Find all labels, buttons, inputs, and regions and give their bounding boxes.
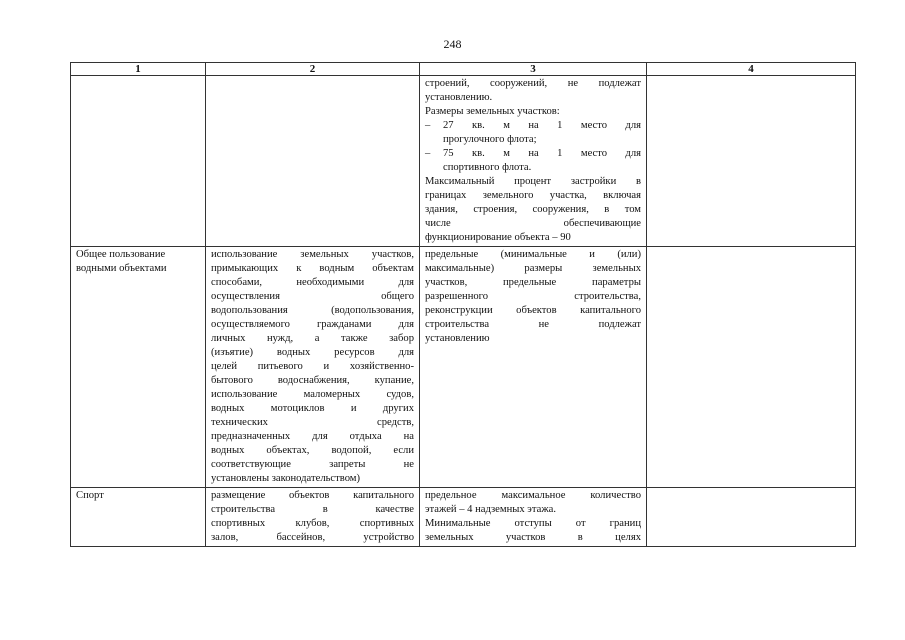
text-line: соответствующие запреты не	[211, 459, 414, 470]
cell-empty	[206, 76, 420, 247]
regulations-table	[70, 62, 856, 547]
cell-use-description	[206, 488, 420, 547]
text-line: водными объектами	[76, 263, 167, 274]
cell-use-params	[420, 488, 647, 547]
text-line: осуществления общего	[211, 291, 414, 302]
text-line: бытового водоснабжения, купание,	[211, 375, 414, 386]
text-line: установлению	[425, 333, 490, 344]
text-line: водопользования (водопользования,	[211, 305, 414, 316]
column-header-2: 2	[206, 63, 420, 76]
text-line: реконструкции объектов капитального	[425, 305, 641, 316]
text-line: способами, необходимыми для	[211, 277, 414, 288]
column-header-4: 4	[647, 63, 856, 76]
text-line: прогулочного флота;	[443, 134, 537, 145]
text-line: этажей – 4 надземных этажа.	[425, 504, 556, 515]
text-line: числе обеспечивающие	[425, 218, 641, 229]
text-line: строительства не подлежат	[425, 319, 641, 330]
page-number: 248	[443, 37, 462, 51]
text-line: функционирование объекта – 90	[425, 232, 571, 243]
text-line: технических средств,	[211, 417, 414, 428]
text-line: предельное максимальное количество	[425, 490, 641, 501]
text-line: водных объектах, водопой, если	[211, 445, 414, 456]
text-line: Спорт	[76, 490, 104, 501]
text-line: спортивных клубов, спортивных	[211, 518, 414, 529]
text-line: примыкающих к водным объектам	[211, 263, 414, 274]
text-line: (изъятие) водных ресурсов для	[211, 347, 414, 358]
cell-empty	[647, 76, 856, 247]
text-line: установлены законодательством)	[211, 473, 361, 484]
table-row-water-use	[71, 247, 856, 488]
text-line: размещение объектов капитального	[211, 490, 414, 501]
text-line: строительства в качестве	[211, 504, 414, 515]
text-line: залов, бассейнов, устройство	[211, 532, 414, 543]
text-line: целей питьевого и хозяйственно-	[211, 361, 414, 372]
text-line: осуществляемого гражданами для	[211, 319, 414, 330]
text-line: строений, сооружений, не подлежат	[425, 78, 641, 89]
text-line: спортивного флота.	[443, 162, 532, 173]
table-row-continuation	[71, 76, 856, 247]
list-item: – 75 кв. м на 1 место для	[425, 147, 641, 161]
text-line: водных мотоциклов и других	[211, 403, 414, 414]
text-line: границах земельного участка, включая	[425, 190, 641, 201]
text-line: предельные (минимальные и (или)	[425, 249, 641, 260]
text-line: использование земельных участков,	[211, 249, 414, 260]
text-line: разрешенного строительства,	[425, 291, 641, 302]
cell-use-params	[420, 247, 647, 488]
cell-empty	[647, 247, 856, 488]
cell-empty	[647, 488, 856, 547]
text-line: установлению.	[425, 92, 493, 103]
text-line: предназначенных для отдыха на	[211, 431, 414, 442]
table-header-row	[71, 63, 856, 76]
text-line: здания, строения, сооружения, в том	[425, 204, 641, 215]
text-line: земельных участков в целях	[425, 532, 641, 543]
list-item: – 27 кв. м на 1 место для	[425, 119, 641, 133]
text-line: использование маломерных судов,	[211, 389, 414, 400]
text-line: Общее пользование	[76, 249, 166, 260]
cell-use-type	[71, 488, 206, 547]
cell-use-description	[206, 247, 420, 488]
table-row-sport	[71, 488, 856, 547]
column-header-3: 3	[420, 63, 647, 76]
column-header-1: 1	[71, 63, 206, 76]
text-line: Размеры земельных участков:	[425, 106, 560, 117]
text-line: Минимальные отступы от границ	[425, 518, 641, 529]
cell-empty	[71, 76, 206, 247]
text-line: Максимальный процент застройки в	[425, 176, 641, 187]
text-line: личных нужд, а также забор	[211, 333, 414, 344]
text-line: участков, предельные параметры	[425, 277, 641, 288]
cell-continuation-params	[420, 76, 647, 247]
cell-use-type	[71, 247, 206, 488]
text-line: максимальные) размеры земельных	[425, 263, 641, 274]
